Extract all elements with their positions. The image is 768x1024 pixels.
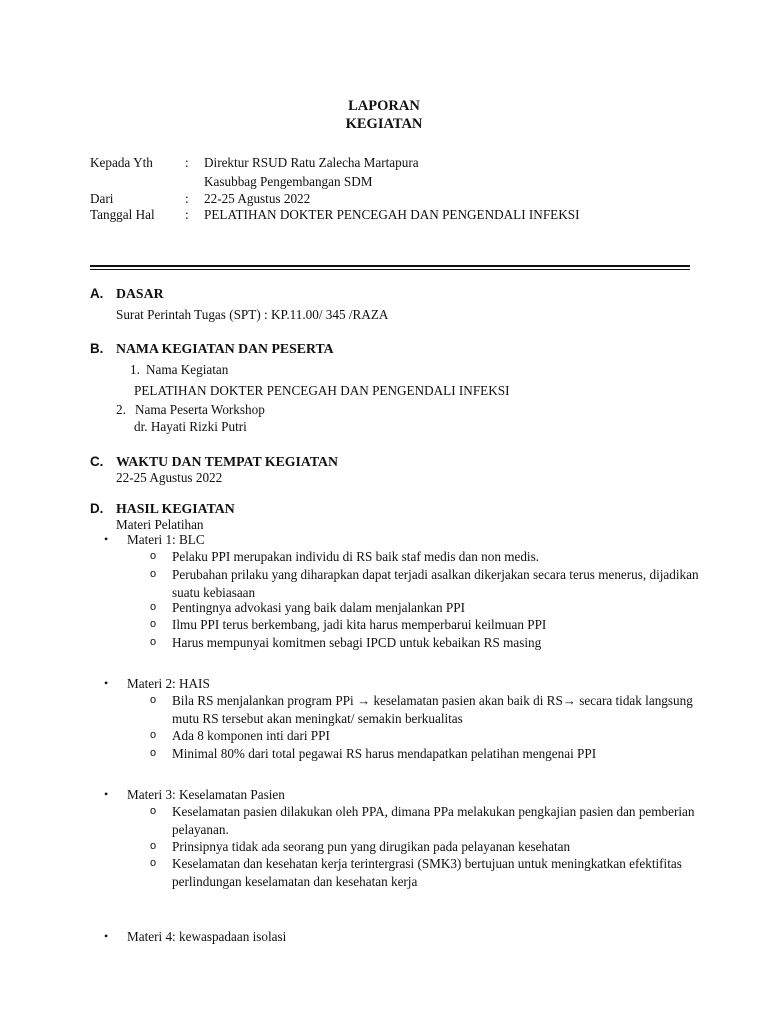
section-a-text: Surat Perintah Tugas (SPT) : KP.11.00/ 345 /RAZA bbox=[116, 307, 389, 322]
section-d-letter: D. bbox=[90, 501, 104, 516]
materi-1-sub-bullet: o bbox=[150, 636, 157, 648]
materi-2-point-3: Minimal 80% dari total pegawai RS harus mendapatkan pelatihan mengenai PPI bbox=[172, 746, 597, 761]
b-item1-num: 1. bbox=[130, 362, 140, 377]
materi-2-point-1: Bila RS menjalankan program PPi → keselamatan pasien akan baik di RS→ secara tidak langsung mutu RS tersebut akan meningkat/ semakin berkualitas bbox=[172, 693, 693, 726]
section-c-letter: C. bbox=[90, 454, 104, 469]
b-item1-value: PELATIHAN DOKTER PENCEGAH DAN PENGENDALI INFEKSI bbox=[134, 383, 510, 398]
date-value: PELATIHAN DOKTER PENCEGAH DAN PENGENDALI INFEKSI bbox=[204, 207, 580, 222]
materi-3-label: Materi 3: Keselamatan Pasien bbox=[127, 787, 285, 802]
date-label: Tanggal Hal bbox=[90, 207, 155, 222]
materi-3-sub-bullet: o bbox=[150, 857, 157, 869]
section-b-letter: B. bbox=[90, 341, 104, 356]
materi-3-point-3: Keselamatan dan kesehatan kerja terintergrasi (SMK3) bertujuan untuk meningkatkan efektifitas perlindungan keselamatan dan kesehatan kerja bbox=[172, 856, 682, 889]
header-divider-bottom bbox=[90, 269, 690, 270]
section-a-title: DASAR bbox=[116, 286, 164, 301]
from-value: 22-25 Agustus 2022 bbox=[204, 191, 311, 206]
to-value-1: Direktur RSUD Ratu Zalecha Martapura bbox=[204, 155, 419, 170]
report-title-line2: KEGIATAN bbox=[345, 116, 423, 132]
materi-3-sub-bullet: o bbox=[150, 805, 157, 817]
header-divider-top bbox=[90, 265, 690, 267]
to-colon: : bbox=[185, 155, 189, 170]
materi-1-point-4: Ilmu PPI terus berkembang, jadi kita harus memperbarui keilmuan PPI bbox=[172, 617, 547, 632]
materi-2-bullet: • bbox=[104, 676, 109, 690]
materi-1-sub-bullet: o bbox=[150, 568, 157, 580]
materi-1-point-5: Harus mempunyai komitmen sebagi IPCD untuk kebaikan RS masing bbox=[172, 635, 542, 650]
section-a-letter: A. bbox=[90, 286, 104, 301]
b-item2-value: dr. Hayati Rizki Putri bbox=[134, 419, 247, 434]
materi-2-sub-bullet: o bbox=[150, 747, 157, 759]
materi-4-bullet: • bbox=[104, 929, 109, 943]
b-item2-label: Nama Peserta Workshop bbox=[135, 402, 265, 417]
b-item2-num: 2. bbox=[116, 402, 126, 417]
materi-1-sub-bullet: o bbox=[150, 550, 157, 562]
materi-2-sub-bullet: o bbox=[150, 729, 157, 741]
materi-1-point-1: Pelaku PPI merupakan individu di RS baik staf medis dan non medis. bbox=[172, 549, 540, 564]
b-item1-label: Nama Kegiatan bbox=[146, 362, 229, 377]
materi-3-point-2: Prinsipnya tidak ada seorang pun yang dirugikan pada pelayanan kesehatan bbox=[172, 839, 571, 854]
section-c-title: WAKTU DAN TEMPAT KEGIATAN bbox=[116, 454, 338, 469]
from-label: Dari bbox=[90, 191, 114, 206]
to-value-2: Kasubbag Pengembangan SDM bbox=[204, 174, 373, 189]
materi-3-point-1: Keselamatan pasien dilakukan oleh PPA, dimana PPa melakukan pengkajian pasien dan pemberian pelayanan. bbox=[172, 804, 695, 837]
materi-1-label: Materi 1: BLC bbox=[127, 532, 205, 547]
section-b-title: NAMA KEGIATAN DAN PESERTA bbox=[116, 341, 334, 356]
date-colon: : bbox=[185, 207, 189, 222]
to-label: Kepada Yth bbox=[90, 155, 153, 170]
materi-1-sub-bullet: o bbox=[150, 618, 157, 630]
materi-1-point-3: Pentingnya advokasi yang baik dalam menjalankan PPI bbox=[172, 600, 465, 615]
report-title-line1: LAPORAN bbox=[348, 98, 420, 114]
materi-3-bullet: • bbox=[104, 787, 109, 801]
materi-1-point-2: Perubahan prilaku yang diharapkan dapat terjadi asalkan dikerjakan secara terus menerus, dijadikan suatu kebiasaan bbox=[172, 567, 699, 600]
materi-2-point-2: Ada 8 komponen inti dari PPI bbox=[172, 728, 330, 743]
materi-2-label: Materi 2: HAIS bbox=[127, 676, 210, 691]
section-c-text: 22-25 Agustus 2022 bbox=[116, 470, 223, 485]
section-d-subtitle: Materi Pelatihan bbox=[116, 517, 204, 532]
section-d-title: HASIL KEGIATAN bbox=[116, 501, 235, 516]
materi-4-label: Materi 4: kewaspadaan isolasi bbox=[127, 929, 287, 944]
materi-3-sub-bullet: o bbox=[150, 840, 157, 852]
materi-1-bullet: • bbox=[104, 532, 109, 546]
materi-2-sub-bullet: o bbox=[150, 694, 157, 706]
materi-1-sub-bullet: o bbox=[150, 601, 157, 613]
from-colon: : bbox=[185, 191, 189, 206]
